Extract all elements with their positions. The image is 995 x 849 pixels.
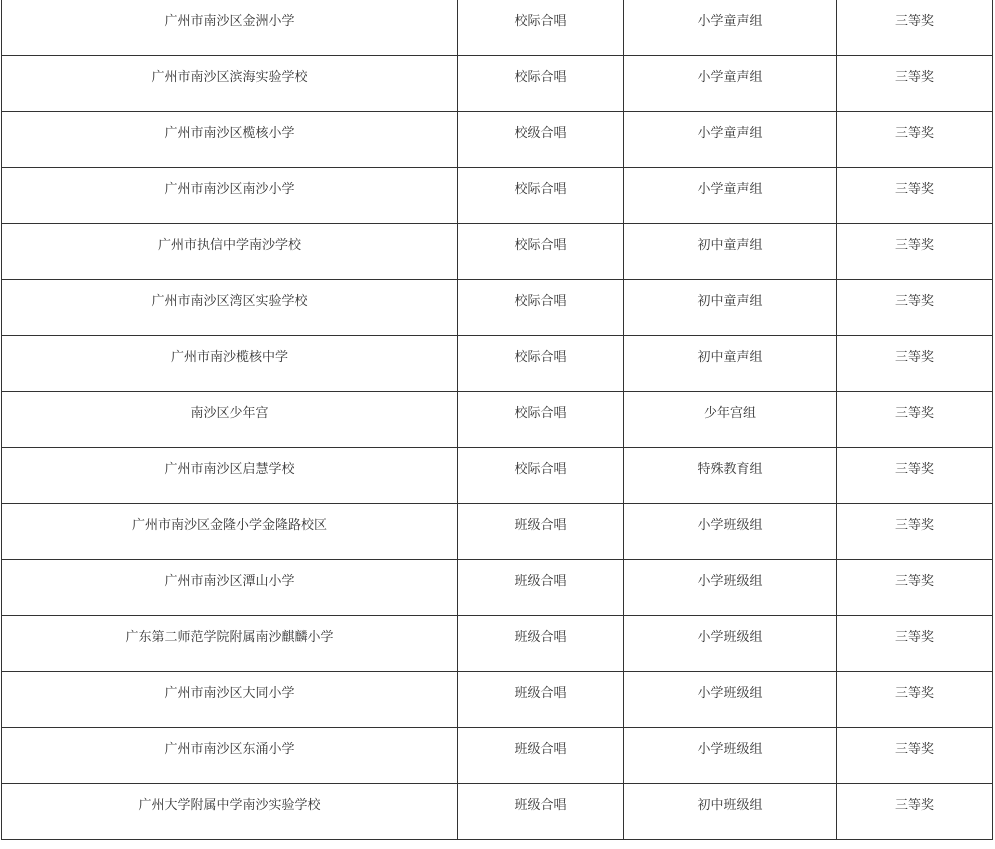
award-cell: 三等奖 — [837, 672, 993, 728]
category-cell: 校级合唱 — [458, 112, 624, 168]
school-cell: 广州市执信中学南沙学校 — [2, 224, 458, 280]
group-cell: 初中童声组 — [624, 336, 837, 392]
school-cell: 广州市南沙区南沙小学 — [2, 168, 458, 224]
school-cell: 广东第二师范学院附属南沙麒麟小学 — [2, 616, 458, 672]
category-cell: 班级合唱 — [458, 616, 624, 672]
award-cell: 三等奖 — [837, 168, 993, 224]
table-row — [2, 224, 993, 280]
award-cell: 三等奖 — [837, 336, 993, 392]
group-cell: 初中童声组 — [624, 280, 837, 336]
table-row — [2, 112, 993, 168]
group-cell: 小学童声组 — [624, 168, 837, 224]
category-cell: 校际合唱 — [458, 168, 624, 224]
table-row — [2, 728, 993, 784]
table-row — [2, 560, 993, 616]
school-cell: 广州市南沙区东涌小学 — [2, 728, 458, 784]
table-row — [2, 616, 993, 672]
school-cell: 广州市南沙区启慧学校 — [2, 448, 458, 504]
award-cell: 三等奖 — [837, 728, 993, 784]
category-cell: 校际合唱 — [458, 448, 624, 504]
award-cell: 三等奖 — [837, 392, 993, 448]
group-cell: 小学童声组 — [624, 112, 837, 168]
table-row — [2, 0, 993, 56]
table-row — [2, 56, 993, 112]
category-cell: 校际合唱 — [458, 224, 624, 280]
group-cell: 少年宫组 — [624, 392, 837, 448]
table-row — [2, 504, 993, 560]
award-cell: 三等奖 — [837, 448, 993, 504]
award-cell: 三等奖 — [837, 224, 993, 280]
category-cell: 班级合唱 — [458, 784, 624, 840]
school-cell: 广州市南沙区金洲小学 — [2, 0, 458, 56]
award-cell: 三等奖 — [837, 0, 993, 56]
school-cell: 广州市南沙区大同小学 — [2, 672, 458, 728]
group-cell: 初中班级组 — [624, 784, 837, 840]
table-row — [2, 280, 993, 336]
category-cell: 班级合唱 — [458, 672, 624, 728]
school-cell: 广州市南沙榄核中学 — [2, 336, 458, 392]
group-cell: 特殊教育组 — [624, 448, 837, 504]
group-cell: 小学班级组 — [624, 560, 837, 616]
award-cell: 三等奖 — [837, 280, 993, 336]
awards-table — [1, 0, 993, 840]
category-cell: 班级合唱 — [458, 728, 624, 784]
category-cell: 校际合唱 — [458, 0, 624, 56]
school-cell: 广州市南沙区滨海实验学校 — [2, 56, 458, 112]
group-cell: 小学班级组 — [624, 728, 837, 784]
school-cell: 南沙区少年宫 — [2, 392, 458, 448]
category-cell: 校际合唱 — [458, 280, 624, 336]
table-row — [2, 672, 993, 728]
category-cell: 校际合唱 — [458, 392, 624, 448]
group-cell: 初中童声组 — [624, 224, 837, 280]
table-row — [2, 448, 993, 504]
group-cell: 小学童声组 — [624, 0, 837, 56]
category-cell: 校际合唱 — [458, 336, 624, 392]
table-row — [2, 392, 993, 448]
award-cell: 三等奖 — [837, 56, 993, 112]
category-cell: 校际合唱 — [458, 56, 624, 112]
awards-table-body — [2, 0, 993, 840]
award-cell: 三等奖 — [837, 504, 993, 560]
award-cell: 三等奖 — [837, 112, 993, 168]
table-row — [2, 784, 993, 840]
group-cell: 小学班级组 — [624, 672, 837, 728]
school-cell: 广州市南沙区湾区实验学校 — [2, 280, 458, 336]
school-cell: 广州市南沙区榄核小学 — [2, 112, 458, 168]
category-cell: 班级合唱 — [458, 504, 624, 560]
table-row — [2, 168, 993, 224]
award-cell: 三等奖 — [837, 560, 993, 616]
table-row — [2, 336, 993, 392]
school-cell: 广州市南沙区金隆小学金隆路校区 — [2, 504, 458, 560]
award-cell: 三等奖 — [837, 616, 993, 672]
group-cell: 小学班级组 — [624, 504, 837, 560]
category-cell: 班级合唱 — [458, 560, 624, 616]
school-cell: 广州市南沙区潭山小学 — [2, 560, 458, 616]
school-cell: 广州大学附属中学南沙实验学校 — [2, 784, 458, 840]
award-cell: 三等奖 — [837, 784, 993, 840]
group-cell: 小学班级组 — [624, 616, 837, 672]
group-cell: 小学童声组 — [624, 56, 837, 112]
